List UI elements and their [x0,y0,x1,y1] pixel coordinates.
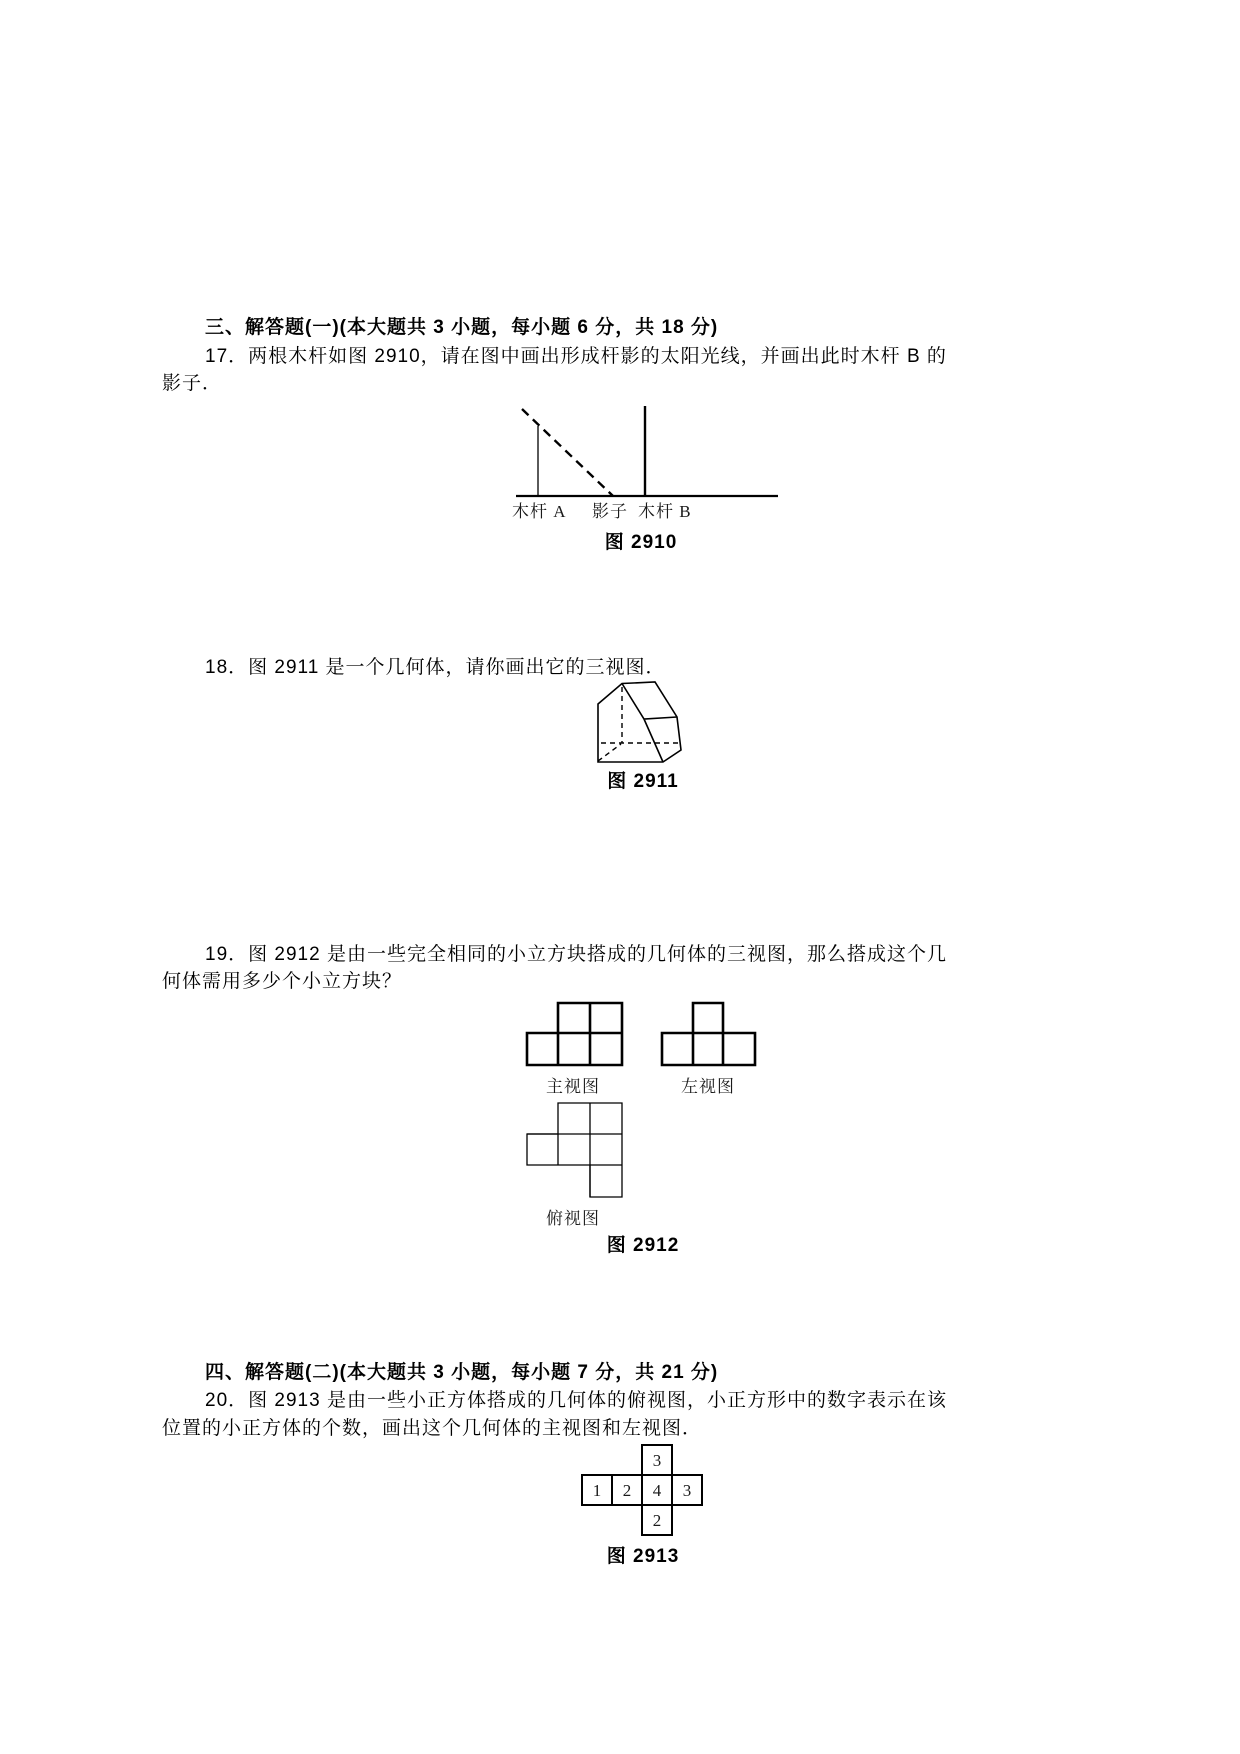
cell-value-4: 3 [682,1481,692,1500]
problem-20-line1: 20．图 2913 是由一些小正方体搭成的几何体的俯视图，小正方形中的数字表示在该 [205,1390,947,1411]
sun-ray-dashed-line [522,409,613,496]
cell-value-3: 4 [652,1481,662,1500]
middle-row-dividers [612,1475,672,1505]
problem-17-line2: 影子． [162,373,223,394]
left-view-grid [662,1003,755,1065]
section-three-heading: 三、解答题(一)(本大题共 3 小题，每小题 6 分，共 18 分) [205,317,719,338]
figure-2910-caption: 图 2910 [604,532,678,553]
problem-19-line2: 何体需用多少个小立方块？ [162,971,403,992]
problem-17-line1: 17．两根木杆如图 2910，请在图中画出形成杆影的太阳光线，并画出此时木杆 B 的 [205,346,947,367]
cell-value-1: 1 [592,1481,602,1500]
top-view-label: 俯视图 [546,1209,600,1228]
top-view-grid [527,1103,622,1197]
cell-value-bottom: 2 [652,1511,662,1530]
figure-2911-caption: 图 2911 [607,771,679,792]
figure-2912-views [520,998,765,1230]
figure-2910-diagram [500,398,800,528]
pole-b-label: 木杆 B [638,502,692,521]
problem-19-line1: 19．图 2912 是由一些完全相同的小立方块搭成的几何体的三视图，那么搭成这个几 [205,944,947,965]
figure-2913-grid [576,1441,708,1539]
shadow-label: 影子 [592,502,628,521]
figure-2913-caption: 图 2913 [606,1546,680,1567]
cell-value-2: 2 [622,1481,632,1500]
pole-a-label: 木杆 A [512,502,567,521]
front-view-label: 主视图 [546,1077,600,1096]
solid-visible-edges [622,684,677,763]
solid-hidden-edges-dashed [598,687,679,761]
section-four-heading: 四、解答题(二)(本大题共 3 小题，每小题 7 分，共 21 分) [205,1362,719,1383]
figure-2912-caption: 图 2912 [606,1235,680,1256]
solid-outline [598,682,681,762]
problem-18-line1: 18．图 2911 是一个几何体，请你画出它的三视图． [205,657,666,678]
left-view-label: 左视图 [681,1077,735,1096]
cell-value-top: 3 [652,1451,662,1470]
front-view-grid [527,1003,622,1065]
problem-20-line2: 位置的小正方体的个数，画出这个几何体的主视图和左视图． [162,1418,703,1439]
figure-2911-solid [590,676,690,768]
